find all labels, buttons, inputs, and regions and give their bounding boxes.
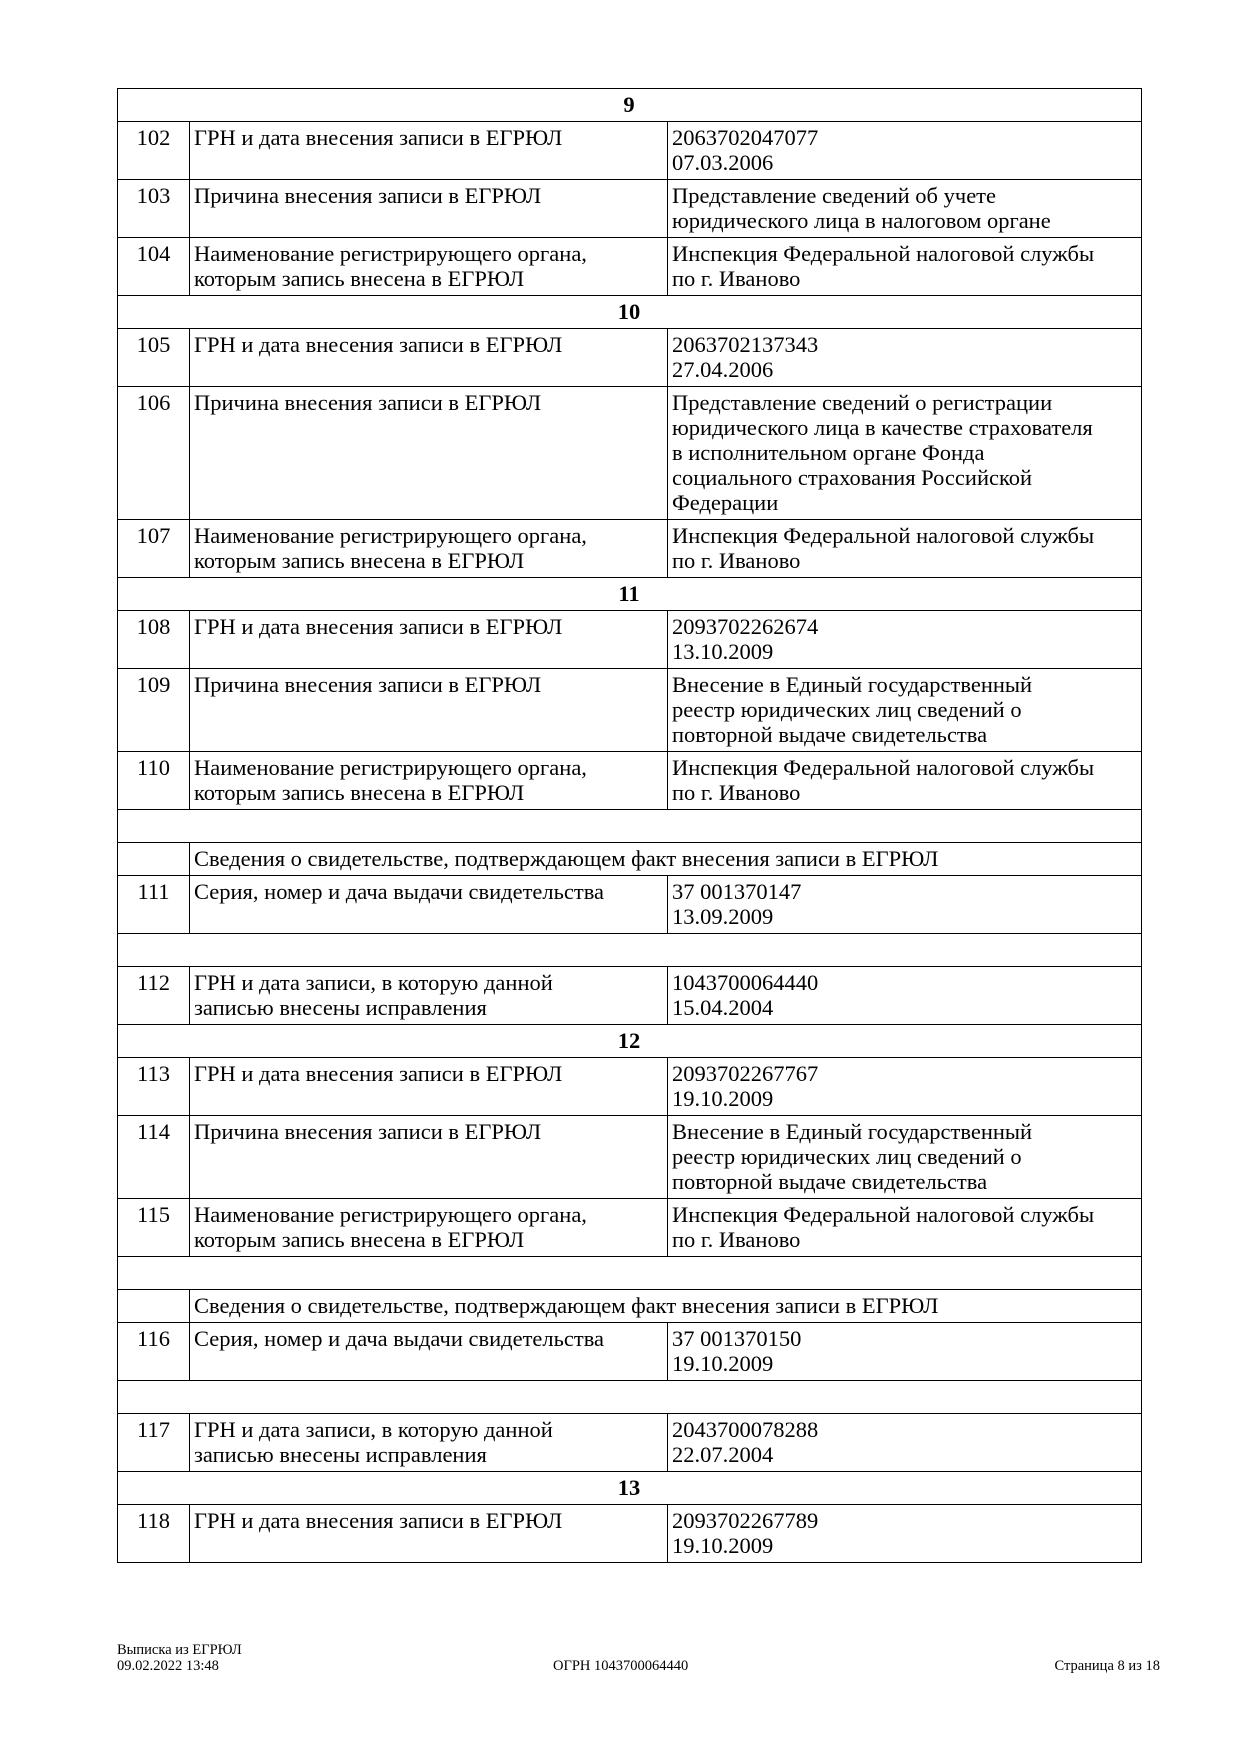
spacer-cell bbox=[118, 810, 1142, 843]
field-label bbox=[190, 669, 668, 752]
field-label-line: Наименование регистрирующего органа, bbox=[194, 755, 587, 780]
row-number: 109 bbox=[118, 669, 190, 752]
subheader-num-cell bbox=[118, 1290, 190, 1323]
section-row bbox=[118, 1472, 1142, 1505]
field-value-line: 13.10.2009 bbox=[672, 639, 774, 664]
field-label bbox=[190, 1058, 668, 1116]
table-row bbox=[118, 1323, 1142, 1381]
field-value-line: 19.10.2009 bbox=[672, 1533, 774, 1558]
spacer-cell bbox=[118, 1381, 1142, 1414]
field-label-line: ГРН и дата внесения записи в ЕГРЮЛ bbox=[194, 332, 563, 357]
row-number: 103 bbox=[118, 180, 190, 238]
field-value bbox=[668, 669, 1142, 752]
field-value-line: социального страхования Российской bbox=[672, 465, 1033, 490]
table-row bbox=[118, 520, 1142, 578]
field-value bbox=[668, 611, 1142, 669]
row-number: 105 bbox=[118, 329, 190, 387]
field-label-line: Наименование регистрирующего органа, bbox=[194, 1202, 587, 1227]
field-label-line: ГРН и дата записи, в которую данной bbox=[194, 970, 553, 995]
field-label bbox=[190, 238, 668, 296]
row-number: 111 bbox=[118, 876, 190, 934]
row-number: 107 bbox=[118, 520, 190, 578]
table-row bbox=[118, 238, 1142, 296]
spacer-cell bbox=[118, 1257, 1142, 1290]
table-row bbox=[118, 876, 1142, 934]
field-label bbox=[190, 180, 668, 238]
field-value-line: 2093702267767 bbox=[672, 1061, 819, 1086]
field-label bbox=[190, 1116, 668, 1199]
field-value-line: 1043700064440 bbox=[672, 970, 819, 995]
spacer-cell bbox=[118, 934, 1142, 967]
field-value-line: по г. Иваново bbox=[672, 780, 801, 805]
row-number: 106 bbox=[118, 387, 190, 520]
field-label-line: Причина внесения записи в ЕГРЮЛ bbox=[194, 183, 542, 208]
footer-ogrn: ОГРН 1043700064440 bbox=[553, 1658, 689, 1674]
table-row bbox=[118, 1058, 1142, 1116]
field-value bbox=[668, 1199, 1142, 1257]
section-number: 12 bbox=[118, 1025, 1142, 1058]
row-number: 112 bbox=[118, 967, 190, 1025]
field-value-line: повторной выдаче свидетельства bbox=[672, 1169, 988, 1194]
field-label-line: Причина внесения записи в ЕГРЮЛ bbox=[194, 672, 542, 697]
section-number: 11 bbox=[118, 578, 1142, 611]
field-value bbox=[668, 1058, 1142, 1116]
field-value-line: 27.04.2006 bbox=[672, 357, 774, 382]
section-row bbox=[118, 1025, 1142, 1058]
table-row bbox=[118, 1199, 1142, 1257]
field-value-line: 2093702262674 bbox=[672, 614, 819, 639]
field-value-line: Федерации bbox=[672, 490, 779, 515]
field-label-line: которым запись внесена в ЕГРЮЛ bbox=[194, 266, 525, 291]
field-label-line: Серия, номер и дача выдачи свидетельства bbox=[194, 879, 605, 904]
field-value-line: реестр юридических лиц сведений о bbox=[672, 697, 1022, 722]
field-value-line: по г. Иваново bbox=[672, 548, 801, 573]
field-value bbox=[668, 387, 1142, 520]
field-label bbox=[190, 122, 668, 180]
field-value bbox=[668, 1505, 1142, 1563]
subheader-num-cell bbox=[118, 843, 190, 876]
table-row bbox=[118, 752, 1142, 810]
row-number: 117 bbox=[118, 1414, 190, 1472]
field-value-line: 2043700078288 bbox=[672, 1417, 819, 1442]
field-value-line: реестр юридических лиц сведений о bbox=[672, 1144, 1022, 1169]
row-number: 110 bbox=[118, 752, 190, 810]
field-value-line: Инспекция Федеральной налоговой службы bbox=[672, 1202, 1095, 1227]
field-label-line: Наименование регистрирующего органа, bbox=[194, 241, 587, 266]
subheader-label: Сведения о свидетельстве, подтверждающем факт внесения записи в ЕГРЮЛ bbox=[190, 1290, 1142, 1323]
field-value-line: юридического лица в качестве страхователя bbox=[672, 415, 1093, 440]
field-label-line: записью внесены исправления bbox=[194, 1442, 487, 1467]
footer-left bbox=[117, 1642, 242, 1674]
field-label-line: Причина внесения записи в ЕГРЮЛ bbox=[194, 1119, 542, 1144]
row-number: 116 bbox=[118, 1323, 190, 1381]
field-value bbox=[668, 122, 1142, 180]
field-value bbox=[668, 876, 1142, 934]
field-value-line: 19.10.2009 bbox=[672, 1086, 774, 1111]
table-row bbox=[118, 669, 1142, 752]
section-number: 10 bbox=[118, 296, 1142, 329]
field-value-line: Инспекция Федеральной налоговой службы bbox=[672, 755, 1095, 780]
table-row bbox=[118, 967, 1142, 1025]
field-label bbox=[190, 387, 668, 520]
field-value-line: по г. Иваново bbox=[672, 266, 801, 291]
field-value-line: Внесение в Единый государственный bbox=[672, 1119, 1033, 1144]
field-label-line: Причина внесения записи в ЕГРЮЛ bbox=[194, 390, 542, 415]
field-value bbox=[668, 520, 1142, 578]
field-label-line: которым запись внесена в ЕГРЮЛ bbox=[194, 1227, 525, 1252]
field-value-line: юридического лица в налоговом органе bbox=[672, 208, 1051, 233]
field-value-line: Инспекция Федеральной налоговой службы bbox=[672, 241, 1095, 266]
subheader-label: Сведения о свидетельстве, подтверждающем факт внесения записи в ЕГРЮЛ bbox=[190, 843, 1142, 876]
section-number: 9 bbox=[118, 89, 1142, 122]
field-value-line: 22.07.2004 bbox=[672, 1442, 774, 1467]
field-value-line: 13.09.2009 bbox=[672, 904, 774, 929]
field-value-line: повторной выдаче свидетельства bbox=[672, 722, 988, 747]
spacer-row bbox=[118, 934, 1142, 967]
row-number: 108 bbox=[118, 611, 190, 669]
table-row bbox=[118, 1414, 1142, 1472]
field-label-line: ГРН и дата внесения записи в ЕГРЮЛ bbox=[194, 1061, 563, 1086]
field-label bbox=[190, 329, 668, 387]
field-value bbox=[668, 1414, 1142, 1472]
section-number: 13 bbox=[118, 1472, 1142, 1505]
field-value-line: 07.03.2006 bbox=[672, 150, 774, 175]
field-value bbox=[668, 180, 1142, 238]
field-value-line: 2063702047077 bbox=[672, 125, 819, 150]
field-value-line: 37 001370147 bbox=[672, 879, 802, 904]
field-value bbox=[668, 1116, 1142, 1199]
footer-datetime: 09.02.2022 13:48 bbox=[117, 1658, 219, 1674]
field-value-line: 37 001370150 bbox=[672, 1326, 802, 1351]
field-label-line: ГРН и дата внесения записи в ЕГРЮЛ bbox=[194, 1508, 563, 1533]
field-value-line: Представление сведений о регистрации bbox=[672, 390, 1053, 415]
field-label bbox=[190, 1505, 668, 1563]
table-row bbox=[118, 611, 1142, 669]
field-label-line: Серия, номер и дача выдачи свидетельства bbox=[194, 1326, 605, 1351]
field-label-line: Наименование регистрирующего органа, bbox=[194, 523, 587, 548]
section-row bbox=[118, 296, 1142, 329]
field-label bbox=[190, 1414, 668, 1472]
egrul-records-table bbox=[117, 88, 1142, 1563]
field-label bbox=[190, 520, 668, 578]
row-number: 113 bbox=[118, 1058, 190, 1116]
field-value-line: в исполнительном органе Фонда bbox=[672, 440, 985, 465]
table-row bbox=[118, 1505, 1142, 1563]
table-row bbox=[118, 1116, 1142, 1199]
subheader-row bbox=[118, 1290, 1142, 1323]
subheader-row bbox=[118, 843, 1142, 876]
field-value bbox=[668, 1323, 1142, 1381]
field-value-line: Представление сведений об учете bbox=[672, 183, 996, 208]
table-row bbox=[118, 180, 1142, 238]
spacer-row bbox=[118, 810, 1142, 843]
field-label bbox=[190, 876, 668, 934]
field-value bbox=[668, 238, 1142, 296]
field-label bbox=[190, 967, 668, 1025]
field-value bbox=[668, 329, 1142, 387]
row-number: 114 bbox=[118, 1116, 190, 1199]
field-value-line: 2093702267789 bbox=[672, 1508, 819, 1533]
table-row bbox=[118, 329, 1142, 387]
field-value-line: 2063702137343 bbox=[672, 332, 819, 357]
row-number: 102 bbox=[118, 122, 190, 180]
table-row bbox=[118, 122, 1142, 180]
field-value bbox=[668, 752, 1142, 810]
table-row bbox=[118, 387, 1142, 520]
field-value-line: по г. Иваново bbox=[672, 1227, 801, 1252]
field-value bbox=[668, 967, 1142, 1025]
footer-page-number: Страница 8 из 18 bbox=[1054, 1658, 1160, 1674]
field-label bbox=[190, 611, 668, 669]
field-value-line: Внесение в Единый государственный bbox=[672, 672, 1033, 697]
field-label-line: ГРН и дата внесения записи в ЕГРЮЛ bbox=[194, 614, 563, 639]
field-label-line: которым запись внесена в ЕГРЮЛ bbox=[194, 780, 525, 805]
field-value-line: Инспекция Федеральной налоговой службы bbox=[672, 523, 1095, 548]
field-value-line: 15.04.2004 bbox=[672, 995, 774, 1020]
footer-doc-title: Выписка из ЕГРЮЛ bbox=[117, 1642, 242, 1658]
row-number: 104 bbox=[118, 238, 190, 296]
field-label-line: которым запись внесена в ЕГРЮЛ bbox=[194, 548, 525, 573]
row-number: 115 bbox=[118, 1199, 190, 1257]
field-value-line: 19.10.2009 bbox=[672, 1351, 774, 1376]
section-row bbox=[118, 578, 1142, 611]
field-label bbox=[190, 1199, 668, 1257]
field-label bbox=[190, 1323, 668, 1381]
spacer-row bbox=[118, 1381, 1142, 1414]
row-number: 118 bbox=[118, 1505, 190, 1563]
field-label-line: записью внесены исправления bbox=[194, 995, 487, 1020]
section-row bbox=[118, 89, 1142, 122]
field-label bbox=[190, 752, 668, 810]
spacer-row bbox=[118, 1257, 1142, 1290]
field-label-line: ГРН и дата внесения записи в ЕГРЮЛ bbox=[194, 125, 563, 150]
field-label-line: ГРН и дата записи, в которую данной bbox=[194, 1417, 553, 1442]
